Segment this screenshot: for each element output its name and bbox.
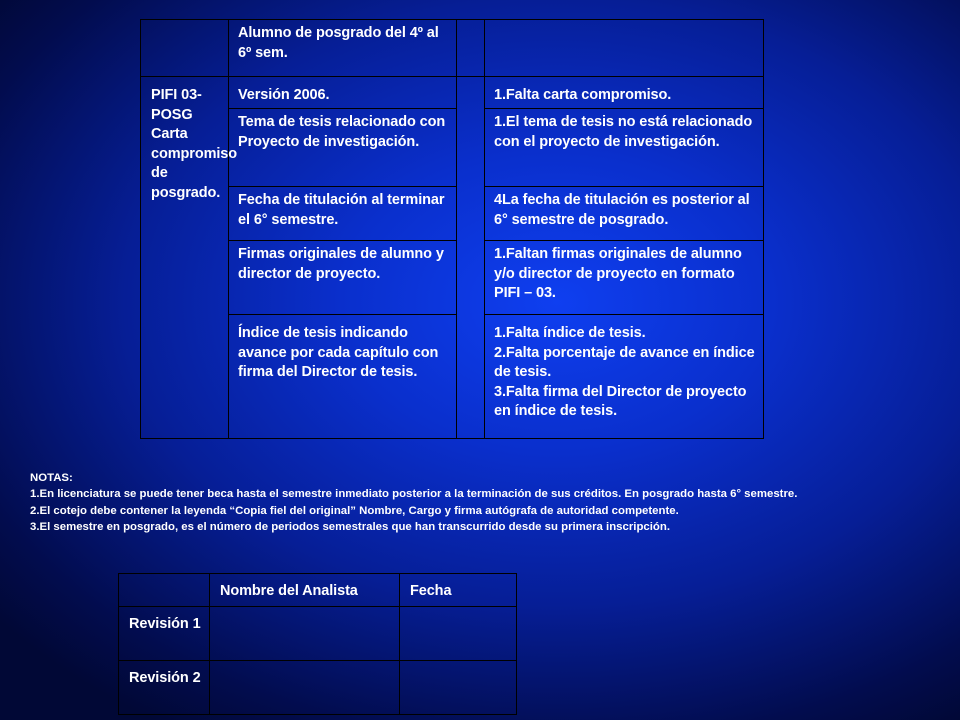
table-header <box>119 574 210 607</box>
table-header: Nombre del Analista <box>210 574 400 607</box>
notes-section <box>30 470 950 535</box>
table-cell <box>485 20 764 77</box>
date-cell <box>400 661 517 715</box>
notes-heading: NOTAS: <box>30 472 73 484</box>
table-cell-line: 2.Falta porcentaje de avance en índice de tesis. <box>494 344 755 380</box>
note-item: 2.El cotejo debe contener la leyenda “Copia fiel del original” Nombre, Cargo y firma autógrafa de autoridad competente. <box>30 504 679 517</box>
review-table <box>118 573 517 715</box>
table-cell: Tema de tesis relacionado con Proyecto de investigación. <box>229 109 457 187</box>
document-label-cell: PIFI 03-POSG Carta compromiso de posgrado. <box>141 77 229 439</box>
table-row <box>141 241 764 315</box>
review-label: Revisión 2 <box>119 661 210 715</box>
table-row <box>141 20 764 77</box>
table-cell: Versión 2006. <box>229 77 457 109</box>
note-item: 3.El semestre en posgrado, es el número de periodos semestrales que han transcurrido desde su primera inscripción. <box>30 520 670 533</box>
requirements-table <box>140 19 764 439</box>
table-cell: Firmas originales de alumno y director de proyecto. <box>229 241 457 315</box>
table-row <box>141 187 764 241</box>
note-item: 1.En licenciatura se puede tener beca hasta el semestre inmediato posterior a la terminación de sus créditos. En posgrado hasta 6° semestre. <box>30 488 798 501</box>
table-cell: 1.Falta carta compromiso. <box>485 77 764 109</box>
review-label: Revisión 1 <box>119 607 210 661</box>
table-header: Fecha <box>400 574 517 607</box>
table-row <box>119 607 517 661</box>
table-cell <box>457 20 485 77</box>
table-cell: 4La fecha de titulación es posterior al 6° semestre de posgrado. <box>485 187 764 241</box>
table-cell: Fecha de titulación al terminar el 6° semestre. <box>229 187 457 241</box>
table-row <box>119 661 517 715</box>
table-cell: Índice de tesis indicando avance por cada capítulo con firma del Director de tesis. <box>229 315 457 439</box>
table-cell-line: 1.Falta índice de tesis. <box>494 325 646 341</box>
table-cell: Alumno de posgrado del 4º al 6º sem. <box>229 20 457 77</box>
table-row <box>141 315 764 439</box>
date-cell <box>400 607 517 661</box>
analyst-cell <box>210 607 400 661</box>
table-cell: 1.Faltan firmas originales de alumno y/o director de proyecto en formato PIFI – 03. <box>485 241 764 315</box>
table-cell-line: 3.Falta firma del Director de proyecto en índice de tesis. <box>494 383 747 419</box>
table-cell <box>485 315 764 439</box>
table-cell <box>457 77 485 439</box>
table-header-row <box>119 574 517 607</box>
table-cell: 1.El tema de tesis no está relacionado con el proyecto de investigación. <box>485 109 764 187</box>
table-cell <box>141 20 229 77</box>
table-row <box>141 77 764 109</box>
analyst-cell <box>210 661 400 715</box>
